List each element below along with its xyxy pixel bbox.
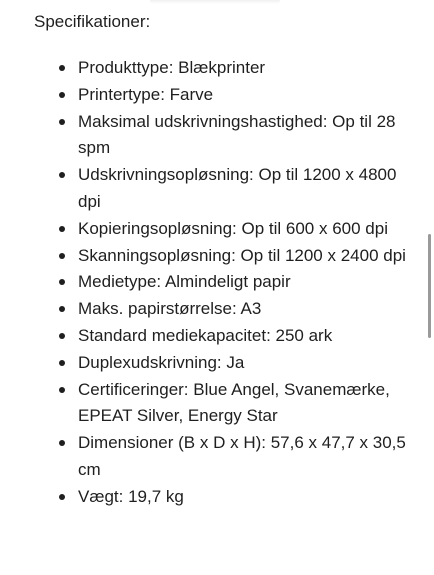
top-shadow	[150, 0, 280, 4]
scrollbar-thumb[interactable]	[428, 234, 431, 338]
spec-item-duplex: Duplexudskrivning: Ja	[78, 350, 413, 377]
spec-item-max-paper-size: Maks. papirstørrelse: A3	[78, 296, 413, 323]
spec-item-certifications: Certificeringer: Blue Angel, Svanemærke, EPEAT Silver, Energy Star	[78, 377, 413, 431]
spec-item-product-type: Produkttype: Blækprinter	[78, 55, 413, 82]
spec-item-dimensions: Dimensioner (B x D x H): 57,6 x 47,7 x 30,5 cm	[78, 430, 413, 484]
spec-item-printer-type: Printertype: Farve	[78, 82, 413, 109]
section-heading: Specifikationer:	[34, 12, 151, 31]
spec-list	[78, 55, 413, 511]
spec-item-scan-resolution: Skanningsopløsning: Op til 1200 x 2400 dpi	[78, 243, 413, 270]
spec-item-copy-resolution: Kopieringsopløsning: Op til 600 x 600 dpi	[78, 216, 413, 243]
spec-item-print-resolution: Udskrivningsopløsning: Op til 1200 x 4800 dpi	[78, 162, 413, 216]
spec-item-weight: Vægt: 19,7 kg	[78, 484, 413, 511]
spec-item-media-capacity: Standard mediekapacitet: 250 ark	[78, 323, 413, 350]
spec-item-media-type: Medietype: Almindeligt papir	[78, 269, 413, 296]
spec-item-max-print-speed: Maksimal udskrivningshastighed: Op til 28 spm	[78, 109, 413, 163]
